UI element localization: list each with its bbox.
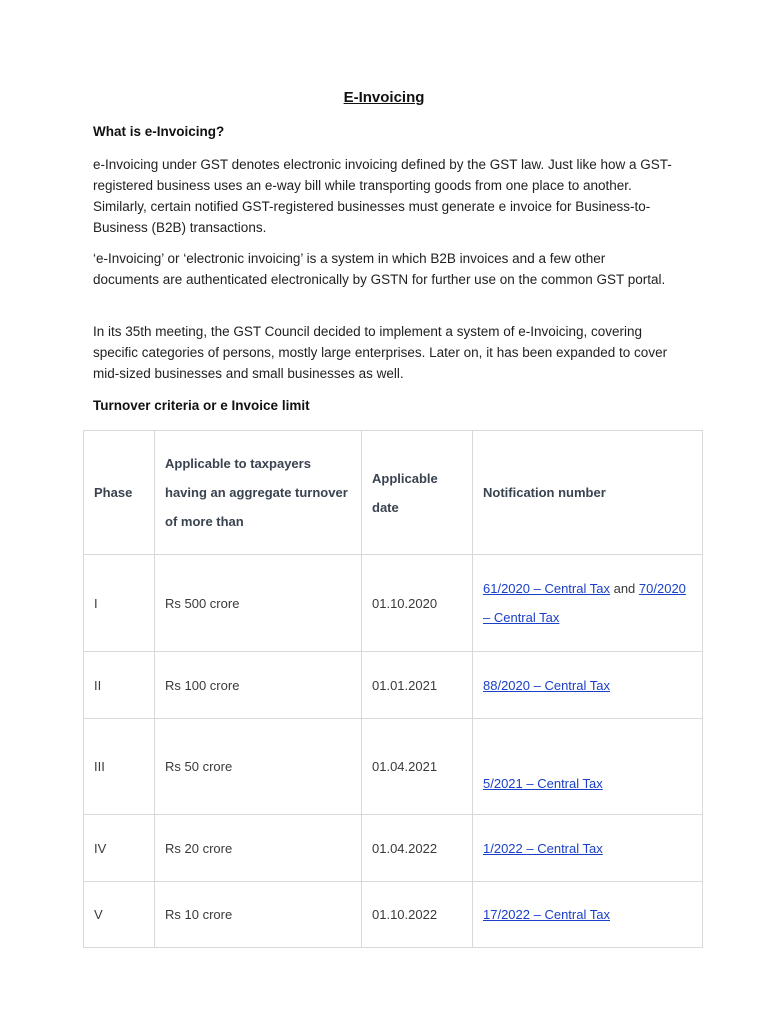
- cell-phase: V: [84, 882, 155, 948]
- cell-turnover: Rs 100 crore: [155, 652, 362, 719]
- notification-link[interactable]: 61/2020 – Central Tax: [483, 581, 610, 596]
- cell-phase: II: [84, 652, 155, 719]
- table-heading: Turnover criteria or e Invoice limit: [93, 398, 310, 413]
- link-joiner: and: [613, 581, 636, 596]
- paragraph-definition: e-Invoicing under GST denotes electronic invoicing defined by the GST law. Just like how a GST-registered business uses an e-way bill while transporting goods from one place to another. Similarly, certain notified GST-registered businesses must generate e invoice for Business-to-Business (B2B) transactions.: [93, 157, 672, 235]
- cell-turnover: Rs 500 crore: [155, 555, 362, 652]
- cell-phase: III: [84, 719, 155, 815]
- table-row: [84, 719, 703, 815]
- question-heading: What is e-Invoicing?: [93, 124, 225, 139]
- page-title: E-Invoicing: [343, 89, 425, 106]
- cell-notification: [473, 555, 703, 652]
- cell-date: 01.04.2022: [362, 815, 473, 882]
- paragraph-council: In its 35th meeting, the GST Council decided to implement a system of e-Invoicing, covering specific categories of persons, mostly large enterprises. Later on, it has been expanded to cover mid-sized businesses and small businesses as well.: [93, 324, 668, 381]
- cell-turnover: Rs 20 crore: [155, 815, 362, 882]
- table-row: [84, 555, 703, 652]
- cell-date: 01.10.2020: [362, 555, 473, 652]
- cell-notification: [473, 882, 703, 948]
- table-row: [84, 652, 703, 719]
- cell-notification: [473, 815, 703, 882]
- cell-date: 01.10.2022: [362, 882, 473, 948]
- cell-turnover: Rs 50 crore: [155, 719, 362, 815]
- paragraph-system: ‘e-Invoicing’ or ‘electronic invoicing’ is a system in which B2B invoices and a few other documents are authenticated electronically by GSTN for further use on the common GST portal.: [93, 251, 666, 287]
- turnover-limits-table: [83, 430, 703, 948]
- notification-link[interactable]: 1/2022 – Central Tax: [483, 840, 603, 856]
- cell-phase: IV: [84, 815, 155, 882]
- notification-link[interactable]: 88/2020 – Central Tax: [483, 677, 610, 693]
- notification-link[interactable]: 5/2021 – Central Tax: [483, 776, 603, 791]
- table-header-row: [84, 431, 703, 555]
- cell-notification: [473, 652, 703, 719]
- cell-date: 01.04.2021: [362, 719, 473, 815]
- cell-notification: [473, 719, 703, 815]
- notification-link[interactable]: 70/2020 – Central Tax: [483, 581, 686, 625]
- header-date: Applicable date: [362, 431, 473, 555]
- notification-link[interactable]: 17/2022 – Central Tax: [483, 907, 610, 922]
- cell-phase: I: [84, 555, 155, 652]
- cell-date: 01.01.2021: [362, 652, 473, 719]
- header-phase: Phase: [84, 431, 155, 555]
- header-turnover: Applicable to taxpayers having an aggregate turnover of more than: [155, 431, 362, 555]
- cell-turnover: Rs 10 crore: [155, 882, 362, 948]
- table-row: [84, 815, 703, 882]
- header-notification: Notification number: [473, 431, 703, 555]
- table-row: [84, 882, 703, 948]
